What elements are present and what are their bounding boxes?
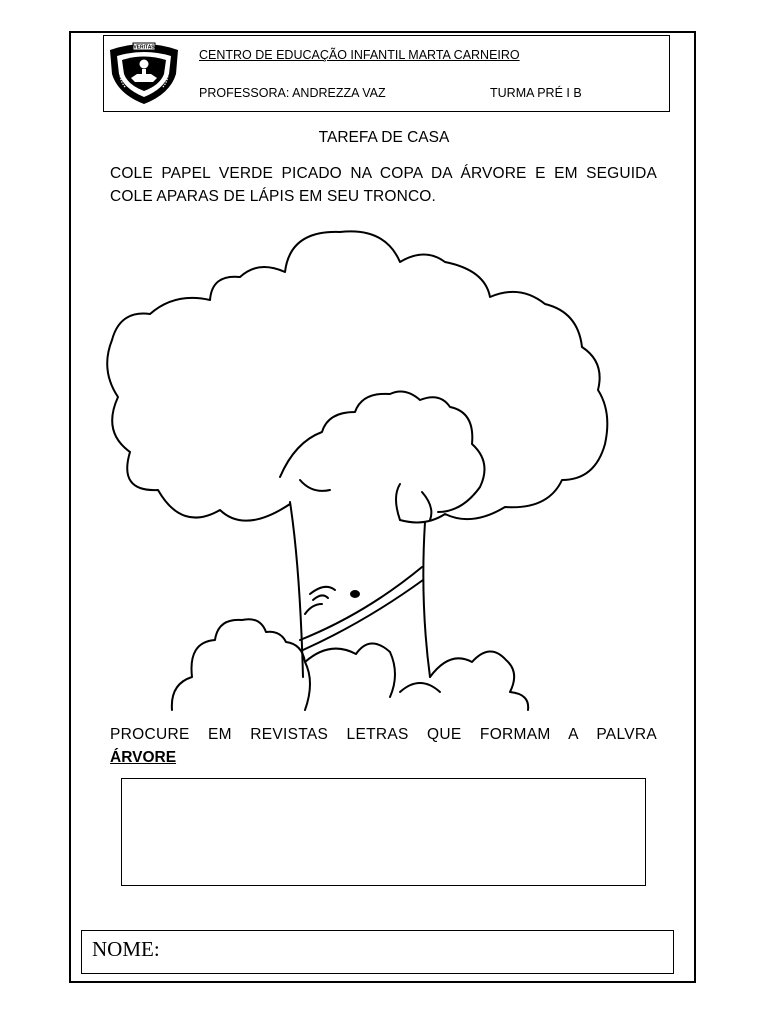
class-group: TURMA PRÉ I B — [490, 86, 582, 100]
header-box — [103, 35, 670, 112]
name-label: NOME: — [92, 937, 160, 961]
svg-text:VERITAS: VERITAS — [133, 44, 155, 51]
school-name: CENTRO DE EDUCAÇÃO INFANTIL MARTA CARNEIRO — [199, 48, 520, 62]
bushes — [172, 619, 310, 710]
teacher-name: PROFESSORA: ANDREZZA VAZ — [199, 86, 386, 100]
task-title: TAREFA DE CASA — [318, 129, 450, 146]
task-instruction-2: PROCURE EM REVISTAS LETRAS QUE FORMAM A PALVRA — [110, 726, 657, 743]
tree-illustration — [100, 222, 620, 714]
task-keyword: ÁRVORE — [110, 749, 177, 766]
school-crest-icon — [107, 40, 181, 106]
tree-canopy — [107, 231, 607, 522]
name-field[interactable] — [81, 930, 674, 974]
answer-box[interactable] — [121, 778, 646, 886]
task-instruction: COLE PAPEL VERDE PICADO NA COPA DA ÁRVORE E EM SEGUIDA COLE APARAS DE LÁPIS EM SEU TRONCO. — [110, 165, 657, 205]
